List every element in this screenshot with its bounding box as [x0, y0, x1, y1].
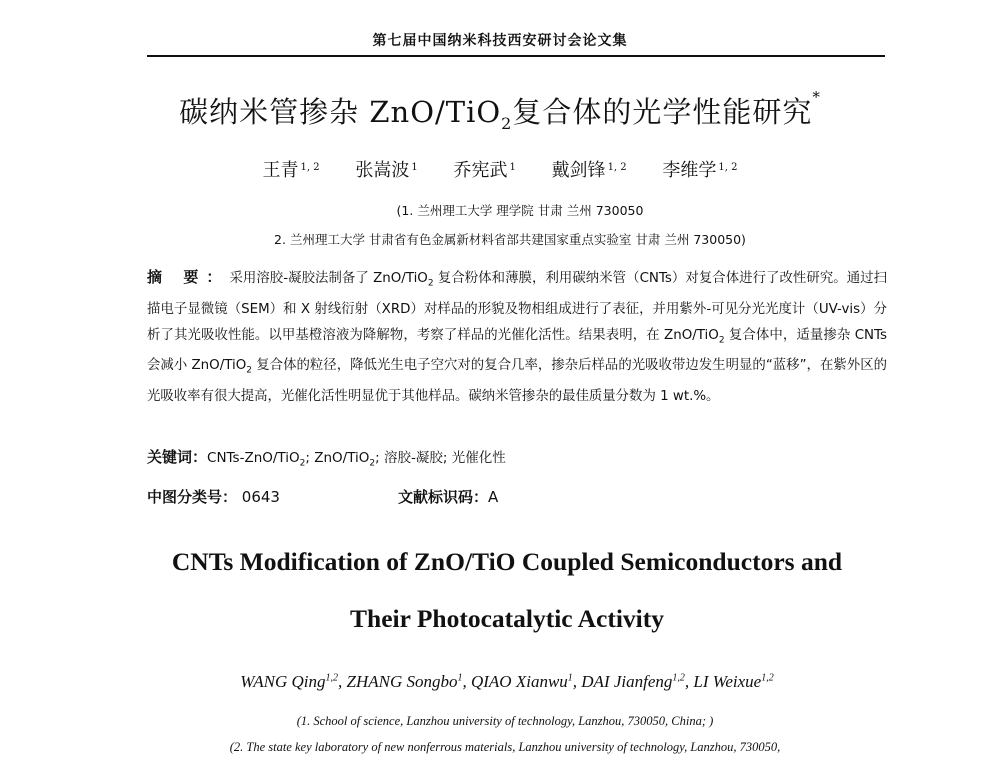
abstract-label: 摘 要： [147, 268, 230, 286]
cn-affiliation-1: (1. 兰州理工大学 理学院 甘肃 兰州 730050 [396, 203, 644, 218]
cn-affiliation-2: 2. 兰州理工大学 甘肃省有色金属新材料省部共建国家重点实验室 甘肃 兰州 730050) [274, 232, 746, 247]
cn-author: 乔宪武 $^1$ [453, 160, 516, 181]
chinese-title-subscript: 2 [501, 113, 513, 133]
english-title-line-1: CNTs Modification of ZnO/TiO Coupled Semiconductors and [171, 547, 843, 576]
chinese-title-tail: 复合体的光学性能研究 [512, 95, 813, 129]
title-footnote-mark: * [812, 88, 821, 106]
keywords: 关键词：CNTs-ZnO/TiO$_2$; ZnO/TiO$_2$; 溶胶-凝胶; 光催化性 [147, 448, 506, 469]
proceedings-header: 第七届中国纳米科技西安研讨会论文集 [372, 33, 628, 49]
en-affiliation-1: (1. School of science, Lanzhou university of technology, Lanzhou, 730050, China; ) [296, 714, 714, 728]
en-author: QIAO Xianwu$^1$ [470, 672, 573, 691]
chinese-title-main: 碳纳米管掺杂 ZnO/TiO [179, 95, 502, 129]
cn-author: 张嵩波 $^1$ [355, 160, 418, 181]
abstract: 摘 要：采用溶胶-凝胶法制备了 ZnO/TiO$_2$ 复合粉体和薄膜，利用碳纳米管（CNTs）对复合体进行了改性研究。通过扫描电子显微镜（SEM）和 X 射线衍射（XRD）对样品的形貌及物相组成进行了表征，并用紫外-可见分光光度计（UV-vis）分析了其光吸收性能。以甲基橙溶液为降解物，考察了样品的光催化活性。结果表明，在 ZnO/TiO$_2$ 复合体中，适量掺杂 CNTs 会减小 ZnO/TiO$_2$ 复合体的粒径，降低光生电子空穴对的复合几率，掺杂后样品的光吸收带边发生明显的“蓝移”，在紫外区的光吸收率有很大提高，光催化活性明显优于其他样品。碳纳米管掺杂的最佳质量分数为 1 wt.%。 [147, 268, 887, 405]
en-author: DAI Jianfeng$^{1,2}$ [581, 672, 685, 691]
en-author: ZHANG Songbo$^1$ [346, 672, 463, 691]
document-code-label: 文献标识码： [397, 488, 488, 506]
en-affiliation-2: (2. The state key laboratory of new nonferrous materials, Lanzhou university of technology, Lanzhou, 730050, [229, 740, 781, 754]
chinese-authors [0, 156, 1000, 182]
english-title-line-2: Their Photocatalytic Activity [350, 604, 664, 633]
classification-value: 0643 [241, 488, 280, 506]
cn-author: 戴剑锋 $^{1, 2}$ [551, 160, 627, 181]
cn-author: 王青 $^{1, 2}$ [262, 160, 320, 181]
english-authors: WANG Qing$^{1,2}$, ZHANG Songbo$^1$, QIAO Xianwu$^1$, DAI Jianfeng$^{1,2}$, LI Weixue$^{1,2}$ [240, 672, 774, 691]
cn-author: 李维学 $^{1, 2}$ [662, 160, 738, 181]
header-rule [147, 55, 885, 57]
classification-label: 中图分类号： [147, 488, 238, 506]
en-author: LI Weixue$^{1,2}$ [693, 672, 774, 691]
keywords-label: 关键词： [147, 448, 208, 466]
classification-line [147, 486, 887, 507]
en-author: WANG Qing$^{1,2}$ [240, 672, 338, 691]
chinese-title [0, 90, 1000, 133]
document-code-value: A [488, 488, 499, 506]
